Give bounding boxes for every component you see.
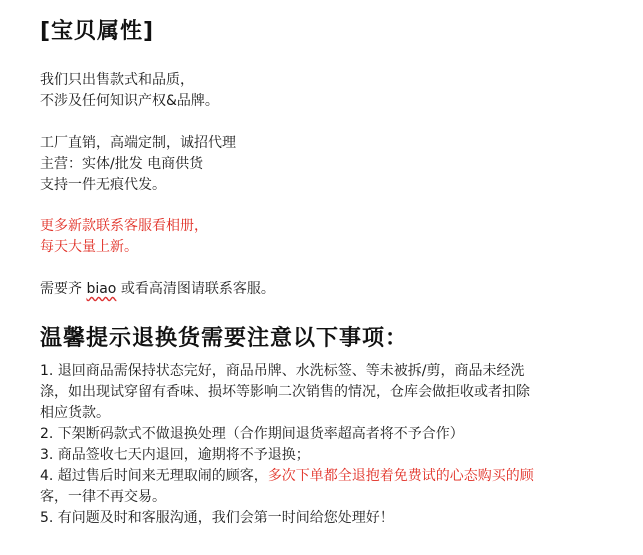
- business-line-1: 工厂直销，高端定制，诚招代理: [40, 135, 236, 151]
- notice-heading: 温馨提示退换货需要注意以下事项：: [40, 326, 409, 351]
- rule-2: 2. 下架断码款式不做退换处理（合作期间退货率超高者将不予合作）: [40, 426, 464, 442]
- rule-4-line-2: 客，一律不再交易。: [40, 489, 166, 505]
- contact-word: biao: [86, 281, 117, 297]
- promo-line-1: 更多新款联系客服看相册，: [40, 218, 208, 234]
- rule-1-line-1: 1. 退回商品需保持状态完好，商品吊牌、水洗标签、等未被拆/剪，商品未经洗: [40, 363, 525, 379]
- page-title: [宝贝属性]: [40, 19, 155, 44]
- rule-4-line-1: [40, 466, 534, 486]
- rule-5: 5. 有问题及时和客服沟通，我们会第一时间给您处理好！: [40, 510, 394, 526]
- intro-line-1: 我们只出售款式和品质，: [40, 72, 194, 88]
- rule-3: 3. 商品签收七天内退回，逾期将不予退换；: [40, 447, 310, 463]
- rule-1-line-2: 涤，如出现试穿留有香味、损坏等影响二次销售的情况，仓库会做拒收或者扣除: [40, 384, 530, 400]
- contact-suffix: 或看高清图请联系客服。: [116, 281, 275, 297]
- rule-4-black: 4. 超过售后时间来无理取闹的顾客，: [40, 468, 268, 484]
- business-line-3: 支持一件无痕代发。: [40, 177, 166, 193]
- rule-1-line-3: 相应货款。: [40, 405, 110, 421]
- business-line-2: 主营：实体/批发 电商供货: [40, 156, 204, 172]
- intro-line-2: 不涉及任何知识产权&品牌。: [40, 93, 219, 109]
- rule-4-red-1: 多次下单都全退抱着免费试的心态购买的顾: [267, 468, 534, 484]
- promo-line-2: 每天大量上新。: [40, 239, 138, 255]
- contact-line: [40, 279, 275, 299]
- contact-prefix: 需要齐: [40, 281, 87, 297]
